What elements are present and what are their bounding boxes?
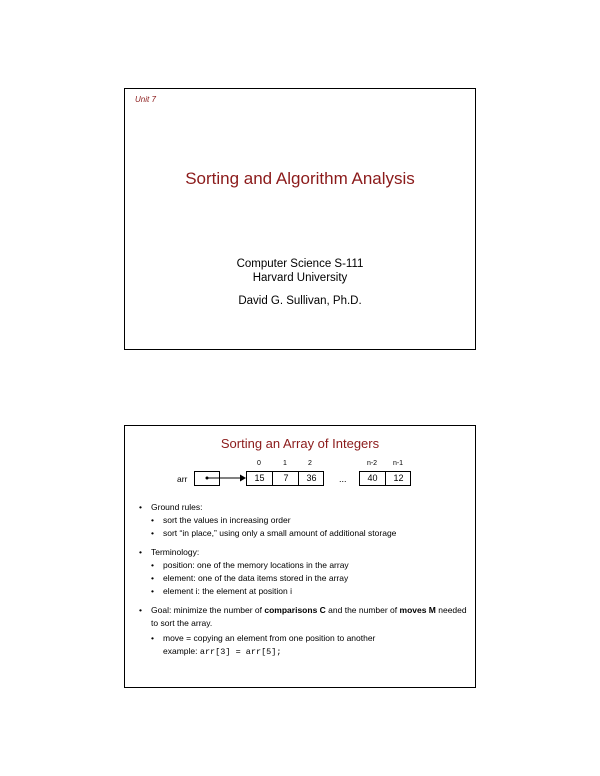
bullet-list bbox=[139, 501, 469, 659]
array-index: 2 bbox=[308, 460, 312, 467]
bullet-icon: • bbox=[151, 573, 154, 583]
array-cells-left bbox=[246, 471, 324, 486]
list-item: • element i: the element at position i bbox=[151, 586, 292, 596]
bullet-icon: • bbox=[151, 560, 154, 570]
array-ellipsis: ... bbox=[339, 474, 347, 484]
array-cells-right bbox=[359, 471, 411, 486]
bullet-icon: • bbox=[151, 586, 154, 596]
author-name: David G. Sullivan, Ph.D. bbox=[238, 295, 362, 307]
list-item: • position: one of the memory locations in the array bbox=[151, 560, 349, 570]
slide-title: Sorting an Array of Integers bbox=[220, 436, 380, 451]
university-name: Harvard University bbox=[252, 272, 348, 284]
list-item: • Terminology: bbox=[139, 547, 200, 557]
list-item: • Ground rules: bbox=[139, 502, 203, 512]
list-item: • element: one of the data items stored in the array bbox=[151, 573, 349, 583]
bullet-icon: • bbox=[151, 515, 154, 525]
arrow-icon bbox=[205, 472, 247, 484]
unit-label: Unit 7 bbox=[135, 95, 156, 104]
content-slide bbox=[124, 425, 476, 688]
title-slide bbox=[124, 88, 476, 350]
bullet-icon: • bbox=[151, 528, 154, 538]
list-item: • sort “in place,” using only a small amount of additional storage bbox=[151, 528, 397, 538]
array-cell: 15 bbox=[254, 473, 265, 483]
array-index: n-1 bbox=[392, 460, 404, 467]
array-cell: 7 bbox=[272, 472, 299, 485]
bullet-icon: • bbox=[139, 547, 142, 557]
array-variable-label: arr bbox=[177, 474, 188, 484]
bullet-icon: • bbox=[139, 605, 142, 615]
list-item: • Goal: minimize the number of comparisons C and the number of moves M needed to sort the array. bbox=[139, 605, 467, 628]
slide-title: Sorting and Algorithm Analysis bbox=[185, 169, 415, 188]
array-cell: 40 bbox=[367, 473, 378, 483]
course-info bbox=[125, 257, 475, 285]
code-example: arr[3] = arr[5]; bbox=[199, 647, 282, 657]
bullet-icon: • bbox=[139, 502, 142, 512]
course-name: Computer Science S-111 bbox=[236, 258, 364, 270]
array-index: n-2 bbox=[366, 460, 378, 467]
array-cell: 36 bbox=[298, 472, 324, 485]
array-index: 0 bbox=[257, 460, 261, 467]
array-index: 1 bbox=[283, 460, 287, 467]
list-item: • sort the values in increasing order bbox=[151, 515, 291, 525]
bullet-icon: • bbox=[151, 633, 154, 643]
list-item: • move = copying an element from one position to another example: arr[3] = arr[5]; bbox=[151, 633, 376, 657]
array-cell: 12 bbox=[385, 472, 411, 485]
